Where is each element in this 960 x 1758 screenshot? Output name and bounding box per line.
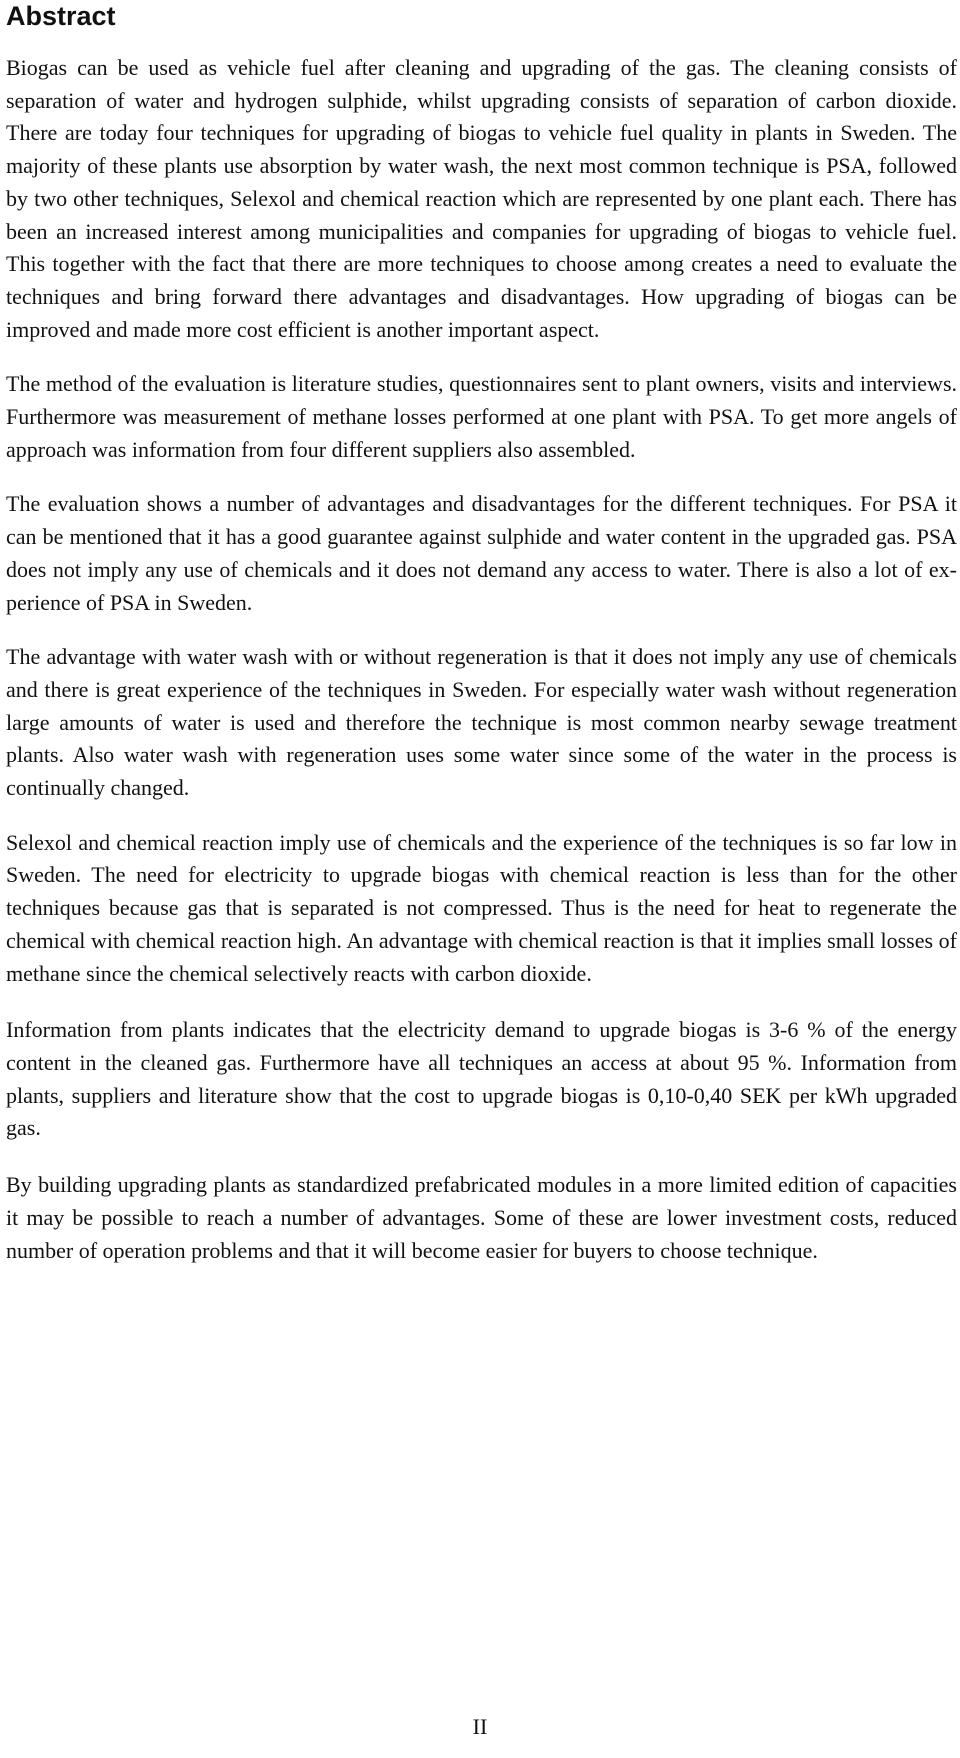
abstract-paragraph-2: The method of the evaluation is literature studies, questionnaires sent to plant owners, visits and interviews. Furthermore was measurement of methane losses performed at one plant with PSA. To get more angels of approach was information from four different suppliers also assembled.	[6, 371, 957, 462]
abstract-heading: Abstract	[6, 1, 116, 31]
abstract-paragraph-1: Biogas can be used as vehicle fuel after cleaning and upgrading of the gas. The cleaning consists of separation of water and hydrogen sulphide, whilst upgrading consists of separation of carbon dioxide. There are today four techniques for upgrading of biogas to vehicle fuel quality in plants in Sweden. The majority of these plants use absorption by water wash, the next most common technique is PSA, followed by two other techniques, Selexol and chemical reaction which are represented by one plant each. There has been an increased interest among municipalities and companies for upgrading of biogas to vehicle fuel. This together with the fact that there are more techniques to choose among creates a need to evaluate the techniques and bring forward there advantages and disadvantages. How upgrading of biogas can be improved and made more cost efficient is another important aspect.	[6, 55, 957, 342]
abstract-paragraph-5: Selexol and chemical reaction imply use of chemicals and the experience of the techniques is so far low in Sweden. The need for electricity to upgrade biogas with chemical reaction is less than for the other techniques because gas that is separated is not compressed. Thus is the need for heat to regenerate the chemical with chemical reaction high. An advantage with chemical reaction is that it implies small losses of methane since the chemical selectively reacts with carbon dioxide.	[6, 829, 957, 986]
abstract-paragraph-3: The evaluation shows a number of advantages and disadvantages for the different techniques. For PSA it can be mentioned that it has a good guarantee against sulphide and water content in the upgraded gas. PSA does not imply any use of chemicals and it does not demand any access to water. There is also a lot of experience of PSA in Sweden.	[6, 491, 957, 615]
abstract-paragraph-7: By building upgrading plants as standardized prefabricated modules in a more limited edition of capacities it may be possible to reach a number of advantages. Some of these are lower investment costs, reduced number of operation problems and that it will become easier for buyers to choose technique.	[6, 1172, 957, 1263]
abstract-section	[6, 0, 957, 1289]
abstract-paragraph-6: Information from plants indicates that the electricity demand to upgrade biogas is 3-6 % of the energy content in the cleaned gas. Furthermore have all techniques an access at about 95 %. Information from plants, suppliers and literature show that the cost to upgrade biogas is 0,10-0,40 SEK per kWh upgraded gas.	[6, 1017, 957, 1141]
abstract-paragraph-4: The advantage with water wash with or without regeneration is that it does not imply any use of chemicals and there is great experience of the techniques in Sweden. For especially water wash without regeneration large amounts of water is used and therefore the technique is most common nearby sewage treatment plants. Also water wash with regeneration uses some water since some of the water in the process is continually changed.	[6, 644, 957, 801]
page-number: II	[472, 1714, 488, 1739]
